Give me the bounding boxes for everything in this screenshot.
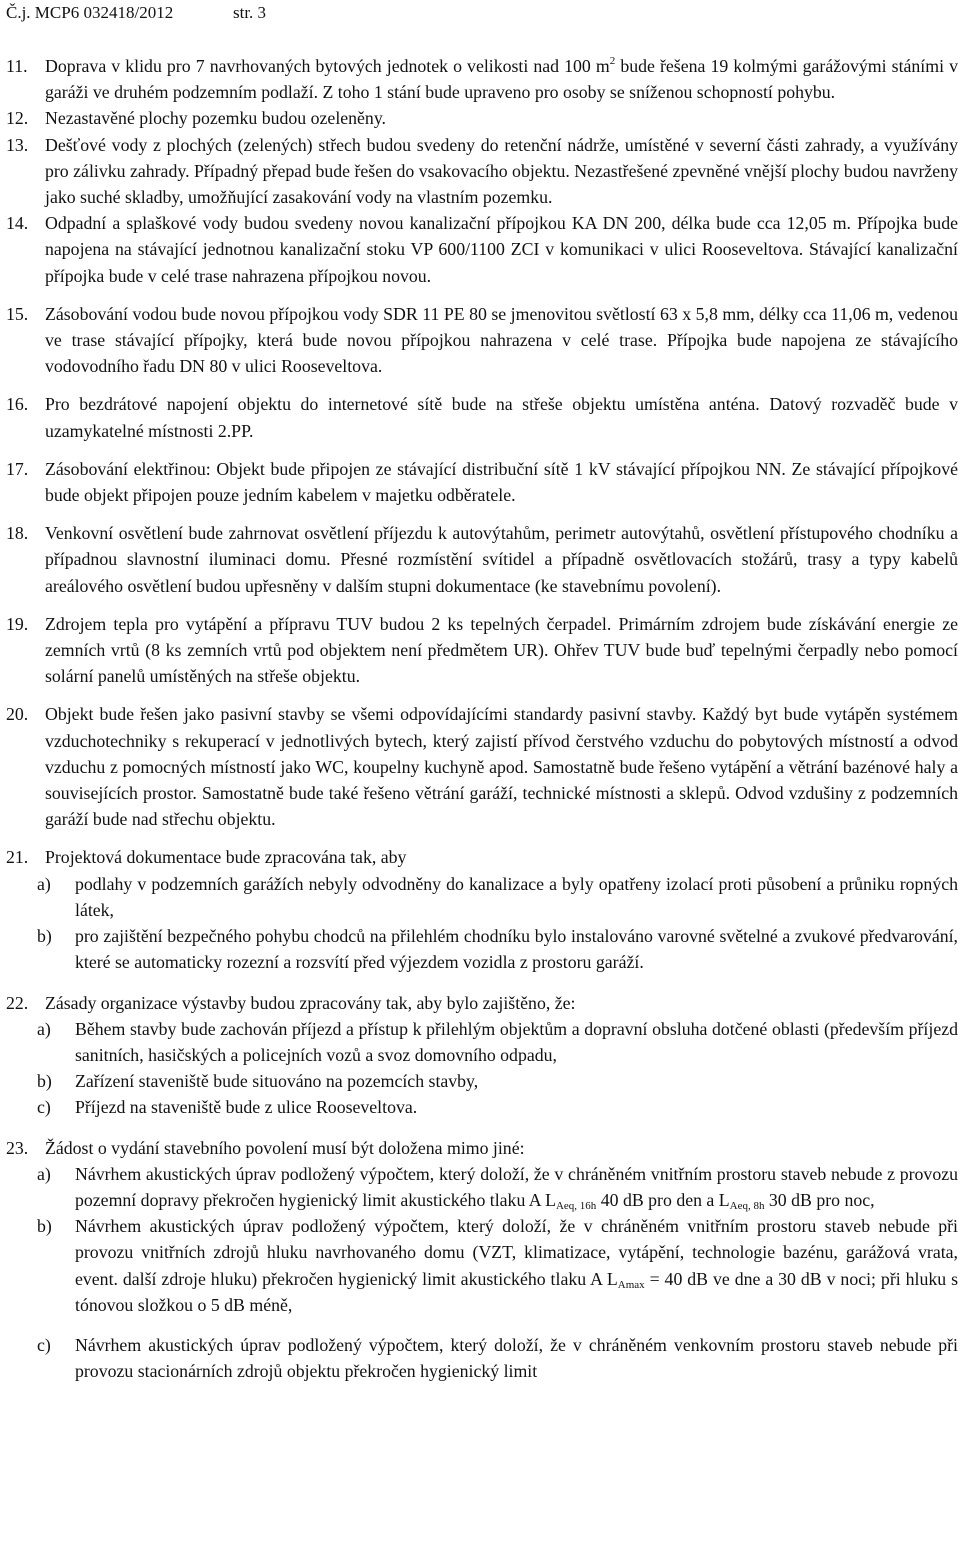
paragraph-12: [0, 105, 958, 131]
paragraph-16: [0, 391, 958, 443]
paragraph-number: 20.: [6, 704, 29, 725]
subscript: Amax: [617, 1278, 645, 1291]
list-item-22b: [0, 1068, 958, 1094]
paragraph-text: Žádost o vydání stavebního povolení musí být doložena mimo jiné:: [45, 1137, 525, 1158]
paragraph-text: Zásady organizace výstavby budou zpracovány tak, aby bylo zajištěno, že:: [45, 992, 576, 1013]
paragraph-text: Pro bezdrátové napojení objektu do internetové sítě bude na střeše objektu umístěna anténa. Datový rozvaděč bude v uzamykatelné místnosti 2.PP.: [45, 394, 958, 441]
list-label: c): [37, 1097, 51, 1118]
list-label: b): [37, 1216, 52, 1237]
list-item-23c: [0, 1332, 958, 1384]
list-item-22c: [0, 1094, 958, 1120]
paragraph-21: [0, 844, 958, 870]
list-text: 30 dB pro noc,: [764, 1189, 875, 1210]
paragraph-number: 17.: [6, 458, 29, 479]
paragraph-17: [0, 456, 958, 508]
paragraph-11: [0, 53, 958, 105]
paragraph-number: 12.: [6, 108, 29, 129]
paragraph-text: Venkovní osvětlení bude zahrnovat osvětlení příjezdu k autovýtahům, perimetr autovýtahů, osvětlení přístupového chodníku a případnou slavnostní iluminaci domu. Přesné rozmístění svítidel a případně osvětlovacích stožárů, trasy a typy kabelů areálového osvětlení budou upřesněny v dalším stupni dokumentace (ke stavebnímu povolení).: [45, 523, 958, 596]
paragraph-number: 16.: [6, 394, 29, 415]
paragraph-number: 13.: [6, 134, 29, 155]
paragraph-text: Nezastavěné plochy pozemku budou ozeleněny.: [45, 108, 387, 129]
list-item-23b: [0, 1213, 958, 1318]
paragraph-18: [0, 520, 958, 599]
list-text: podlahy v podzemních garážích nebyly odvodněny do kanalizace a byly opatřeny izolací proti působení a průniku ropných látek,: [75, 873, 958, 920]
paragraph-text: Odpadní a splaškové vody budou svedeny novou kanalizační přípojkou KA DN 200, délka bude cca 12,05 m. Přípojka bude napojena na stávající jednotnou kanalizační stoku VP 600/1100 ZCI v komunikaci v ulici Rooseveltova. Stávající kanalizační přípojka bude v celé trase nahrazena přípojkou novou.: [45, 213, 958, 286]
list-text: Návrhem akustických úprav podložený výpočtem, který doloží, že v chráněném vnitřním prostoru staveb nebude při provozu vnitřních zdrojů hluku navrhovaného domu (VZT, klimatizace, vytápění, technologie bazénu, garážová vrata, event. další zdroje hluku) překročen hygienický limit akustického tlaku A L: [75, 1216, 958, 1289]
list-text: Zařízení staveniště bude situováno na pozemcích stavby,: [75, 1071, 479, 1092]
list-text: Návrhem akustických úprav podložený výpočtem, který doloží, že v chráněném vnitřním prostoru staveb nebude z provozu pozemní dopravy překročen hygienický limit akustického tlaku A L: [75, 1163, 958, 1210]
paragraph-text: Doprava v klidu pro 7 navrhovaných bytových jednotek o velikosti nad 100 m: [45, 56, 610, 76]
list-label: b): [37, 1071, 52, 1092]
paragraph-text: Projektová dokumentace bude zpracována tak, aby: [45, 847, 407, 868]
paragraph-number: 11.: [6, 56, 28, 76]
paragraph-text: Zásobování elektřinou: Objekt bude připojen ze stávající distribuční sítě 1 kV stávající přípojkou NN. Ze stávající přípojkové bude objekt připojen pouze jedním kabelem v majetku odběratele.: [45, 458, 958, 506]
paragraph-19: [0, 611, 958, 690]
paragraph-text: bude řešena 19 kolmými garážovými stáními v garáži ve druhém podzemním podlaží. Z toho 1 stání bude upraveno pro osoby se sníženou schopností pohybu.: [45, 56, 958, 103]
list-label: c): [37, 1334, 51, 1355]
list-label: a): [37, 1018, 51, 1039]
list-text: = 40 dB ve dne a 30 dB v noci; při hluku s tónovou složkou o 5 dB méně,: [75, 1268, 958, 1315]
list-item-23a: [0, 1161, 958, 1213]
paragraph-number: 23.: [6, 1137, 29, 1158]
list-text: Návrhem akustických úprav podložený výpočtem, který doloží, že v chráněném venkovním prostoru staveb nebude při provozu stacionárních zdrojů objektu překročen hygienický limit: [75, 1334, 958, 1382]
paragraph-text: Zásobování vodou bude novou přípojkou vody SDR 11 PE 80 se jmenovitou světlostí 63 x 5,8 mm, délky cca 11,06 m, vedenou ve trase stávající přípojky, která bude novou přípojkou nahrazena v celé trase. Přípojka bude napojena ze stávajícího vodovodního řadu DN 80 v ulici Rooseveltova.: [45, 303, 958, 377]
paragraph-23: [0, 1135, 958, 1161]
paragraph-14: [0, 210, 958, 289]
paragraph-text: Objekt bude řešen jako pasivní stavby se všemi odpovídajícími standardy pasivní stavby. Každý byt bude vytápěn systémem vzduchotechniky s rekuperací v jednotlivých bytech, který zajistí přívod čerstvého vzduchu do pobytových místností a odvod vzduchu z pomocných místností jako WC, koupelny kuchyně apod. Samostatně bude řešeno vytápění a větrání bazénové haly a souvisejících prostor. Samostatně bude také řešeno větrání garáží, technické místnosti a sklepů. Odvod vzdušiny z podzemních garáží bude nad střechu objektu.: [45, 704, 958, 830]
page-number: str. 3: [233, 3, 267, 22]
subscript: Aeq, 16h: [555, 1199, 597, 1212]
subscript: Aeq, 8h: [729, 1199, 765, 1212]
paragraph-number: 21.: [6, 847, 29, 868]
list-text: 40 dB pro den a L: [596, 1189, 730, 1210]
paragraph-text: Zdrojem tepla pro vytápění a přípravu TUV budou 2 ks tepelných čerpadel. Primárním zdrojem bude získávání energie ze zemních vrtů (8 ks zemních vrtů pod objektem není předmětem UR). Ohřev TUV bude buď tepelnými čerpadly nebo pomocí solární panelů umístěných na střeše objektu.: [45, 613, 958, 687]
paragraph-number: 22.: [6, 992, 29, 1013]
list-text: pro zajištění bezpečného pohybu chodců na přilehlém chodníku bylo instalováno varovné světelné a zvukové předvarování, které se automaticky rozezní a rozsvítí před výjezdem vozidla z prostoru garáží.: [75, 926, 958, 973]
list-item-22a: [0, 1016, 958, 1068]
list-label: b): [37, 926, 52, 947]
list-label: a): [37, 1163, 51, 1184]
paragraph-number: 14.: [6, 213, 29, 234]
list-text: Během stavby bude zachován příjezd a přístup k přilehlým objektům a dopravní obsluha dotčené oblasti (především příjezd sanitních, hasičských a policejních vozů a svoz domovního odpadu,: [75, 1018, 958, 1065]
paragraph-20: [0, 701, 958, 832]
list-label: a): [37, 873, 51, 894]
list-item-21a: [0, 871, 958, 923]
paragraph-number: 19.: [6, 613, 29, 634]
superscript: 2: [609, 55, 616, 67]
paragraph-number: 15.: [6, 303, 29, 324]
paragraph-15: [0, 301, 958, 380]
list-text: Příjezd na staveniště bude z ulice Rooseveltova.: [75, 1097, 418, 1118]
reference-number: Č.j. MCP6 032418/2012: [6, 3, 174, 22]
list-item-21b: [0, 923, 958, 975]
page-header: [6, 3, 267, 23]
paragraph-22: [0, 990, 958, 1016]
paragraph-number: 18.: [6, 523, 29, 544]
paragraph-13: [0, 132, 958, 211]
document-body: [0, 53, 958, 1384]
paragraph-text: Dešťové vody z plochých (zelených) střech budou svedeny do retenční nádrže, umístěné v severní části zahrady, a využívány pro zálivku zahrady. Případný přepad bude řešen do vsakovacího objektu. Nezastřešené zpevněné vnější plochy budou navrženy jako suché skladby, umožňující zasakování vody na vlastním pozemku.: [45, 134, 958, 208]
